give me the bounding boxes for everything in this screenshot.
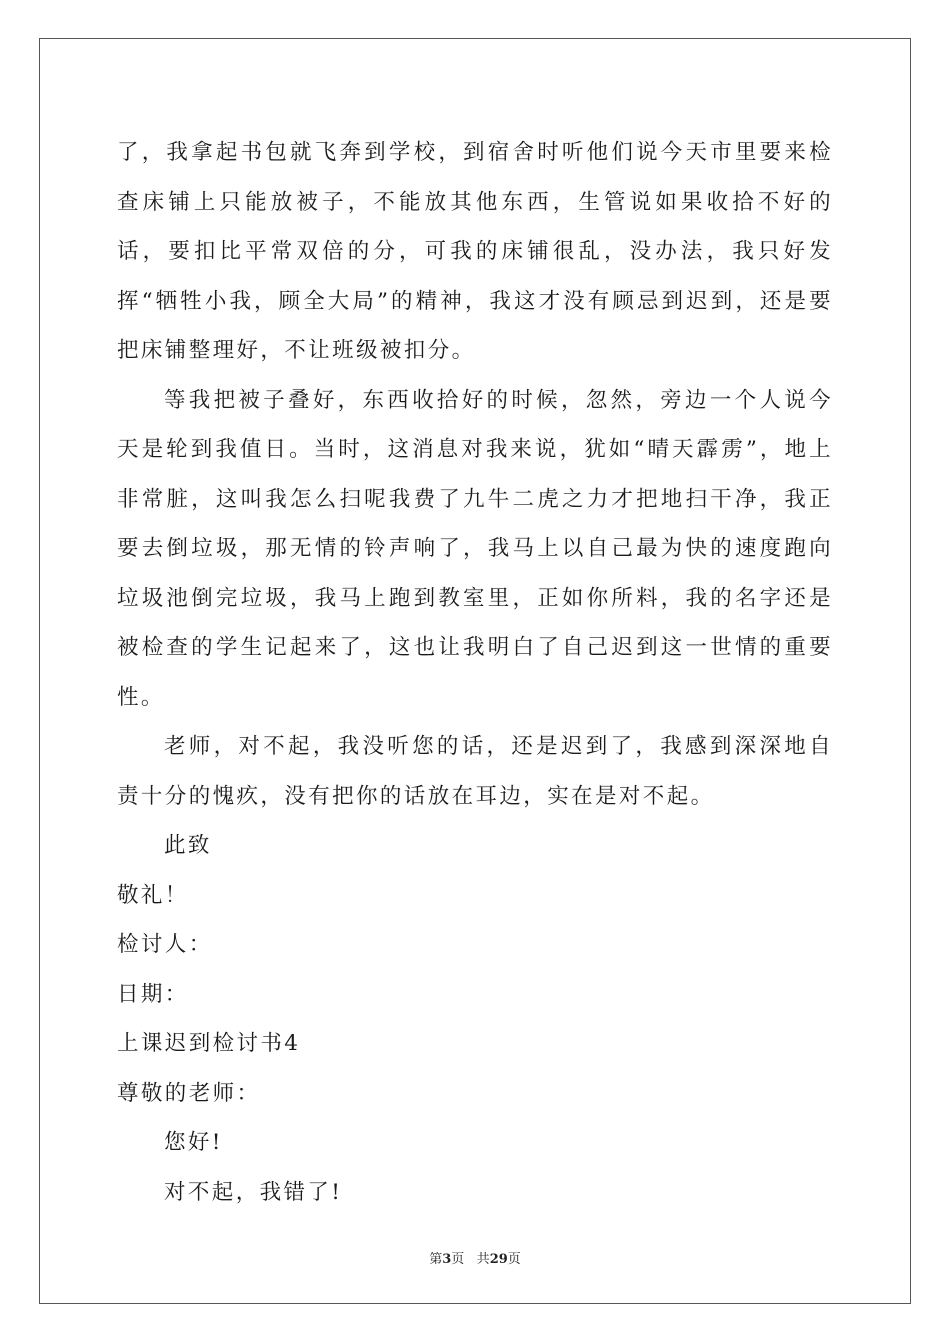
date-label: 日期： <box>117 981 189 1007</box>
salute: 敬礼！ <box>117 882 189 908</box>
total-prefix: 共 <box>476 1252 490 1267</box>
page-suffix: 页 <box>451 1252 465 1267</box>
section-title: 上课迟到检讨书4 <box>117 1031 301 1056</box>
paragraph-apology: 老师，对不起，我没听您的话，还是迟到了，我感到深深地自责十分的愧疚，没有把你的话放在耳边，实在是对不起。 <box>117 734 833 809</box>
page-number: 3 <box>442 1252 452 1267</box>
signer-label: 检讨人： <box>117 932 213 957</box>
closing-phrase: 此致 <box>164 833 212 858</box>
paragraph-continued: 了，我拿起书包就飞奔到学校，到宿舍时听他们说今天市里要来检查床铺上只能放被子，不能放其他东西，生管说如果收拾不好的话，要扣比平常双倍的分，可我的床铺很乱，没办法，我只好发挥“牺牲小我，顾全大局”的精神，我这才没有顾忌到迟到，还是要把床铺整理好，不让班级被扣分。 <box>117 140 833 363</box>
sorry-line: 对不起，我错了! <box>164 1179 343 1205</box>
paragraph-duty: 等我把被子叠好，东西收拾好的时候，忽然，旁边一个人说今天是轮到我值日。当时，这消息对我来说，犹如“晴天霹雳”，地上非常脏，这叫我怎么扫呢我费了九牛二虎之力才把地扫干净，我正要去倒垃圾，那无情的铃声响了，我马上以自己最为快的速度跑向垃圾池倒完垃圾，我马上跑到教室里，正如你所料，我的名字还是被检查的学生记起来了，这也让我明白了自己迟到这一世情的重要性。 <box>117 387 833 710</box>
document-body <box>117 128 833 1217</box>
page-prefix: 第 <box>429 1252 443 1267</box>
page-footer <box>0 1248 950 1267</box>
total-suffix: 页 <box>507 1252 521 1267</box>
greeting: 尊敬的老师： <box>117 1080 261 1106</box>
hello-line: 您好! <box>164 1130 223 1155</box>
total-pages: 29 <box>489 1252 508 1267</box>
